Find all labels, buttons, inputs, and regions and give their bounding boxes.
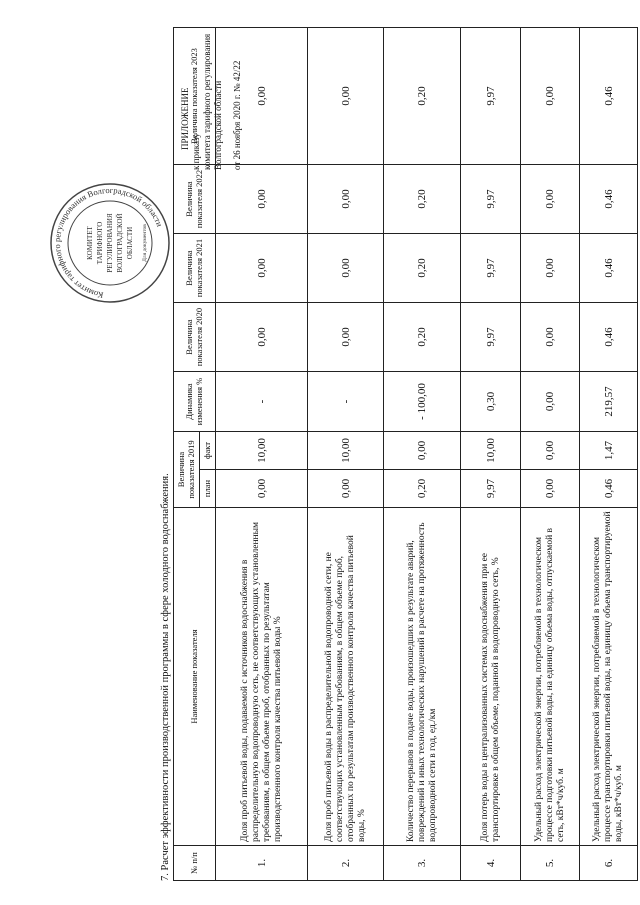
stamp-center-line: ВОЛГОГРАДСКОЙ — [116, 213, 124, 273]
col-header-plan: план — [200, 470, 216, 508]
stamp-center-line: КОМИТЕТ — [86, 226, 94, 260]
row-fact: 0,00 — [521, 432, 580, 470]
row-dynamics: - 100,00 — [384, 372, 461, 432]
row-dynamics: 219,57 — [580, 372, 638, 432]
row-dynamics: 0,00 — [521, 372, 580, 432]
table-row — [384, 28, 461, 881]
row-2020: 0,00 — [308, 303, 384, 372]
appendix-line-2: комитета тарифного регулирования — [202, 33, 212, 170]
row-plan: 0,00 — [521, 470, 580, 508]
stamp-ring-text: Комитет тарифного регулирования Волгоградской области — [51, 184, 165, 301]
row-2021: 9,97 — [461, 234, 521, 303]
table-row — [521, 28, 580, 881]
row-2022: 0,00 — [216, 165, 308, 234]
row-2022: 0,00 — [308, 165, 384, 234]
row-name: Количество перерывов в подаче воды, произошедших в результате аварий, повреждений и иных технологических нарушений в расчете на протяженность водопроводной сети в год, ед./км — [384, 508, 461, 846]
row-num: 4. — [461, 846, 521, 881]
row-num: 6. — [580, 846, 638, 881]
row-num: 1. — [216, 846, 308, 881]
row-2020: 0,00 — [521, 303, 580, 372]
row-2021: 0,00 — [308, 234, 384, 303]
row-2023: 0,00 — [521, 28, 580, 165]
col-header-name: Наименование показателя — [174, 508, 216, 846]
stamp-center-line: РЕГУЛИРОВАНИЯ — [106, 213, 114, 273]
row-num: 5. — [521, 846, 580, 881]
appendix-line-3: Волгоградской области — [213, 80, 223, 170]
row-name: Доля проб питьевой воды, подаваемой с источников водоснабжения в распределительную водопроводную сеть, не соответствующих установленным требованиям, в общем объеме проб, отобранных по результатам производственного контроля качества питьевой воды % — [216, 508, 308, 846]
row-2021: 0,00 — [216, 234, 308, 303]
row-num: 3. — [384, 846, 461, 881]
col-header-2020: Величина показателя 2020 — [174, 303, 216, 372]
row-fact: 10,00 — [216, 432, 308, 470]
col-header-2022: Величина показателя 2022 — [174, 165, 216, 234]
row-plan: 0,00 — [216, 470, 308, 508]
appendix-title: ПРИЛОЖЕНИЕ — [180, 87, 190, 150]
table-row — [580, 28, 638, 881]
table-row — [308, 28, 384, 881]
row-2021: 0,00 — [521, 234, 580, 303]
row-2020: 0,20 — [384, 303, 461, 372]
row-plan: 0,46 — [580, 470, 638, 508]
row-num: 2. — [308, 846, 384, 881]
table-row — [461, 28, 521, 881]
official-stamp — [48, 181, 172, 305]
row-2021: 0,46 — [580, 234, 638, 303]
row-plan: 0,20 — [384, 470, 461, 508]
row-2022: 0,20 — [384, 165, 461, 234]
row-2023: 0,00 — [216, 28, 308, 165]
row-2020: 0,00 — [216, 303, 308, 372]
row-2022: 0,46 — [580, 165, 638, 234]
row-name: Удельный расход электрической энергии, потребляемой в технологическом процессе подготовки питьевой воды, на единицу объема воды, отпускаемой в сеть, кВт*ч/куб. м — [521, 508, 580, 846]
row-name: Удельный расход электрической энергии, потребляемой в технологическом процессе транспортировки питьевой воды, на единицу объема транспортируемой воды, кВт*ч/куб. м — [580, 508, 638, 846]
row-dynamics: - — [216, 372, 308, 432]
col-header-2021: Величина показателя 2021 — [174, 234, 216, 303]
col-header-dynamics: Динамика изменения % — [174, 372, 216, 432]
stamp-center-line: ТАРИФНОГО — [96, 221, 104, 265]
row-fact: 1,47 — [580, 432, 638, 470]
row-2023: 9,97 — [461, 28, 521, 165]
appendix-line-1: к приказу — [191, 133, 201, 170]
stamp-center-line: ОБЛАСТИ — [126, 226, 134, 260]
appendix-line-4: от 26 ноября 2020 г. № 42/22 — [232, 60, 242, 170]
row-dynamics: - — [308, 372, 384, 432]
table-row — [216, 28, 308, 881]
row-2020: 9,97 — [461, 303, 521, 372]
row-dynamics: 0,30 — [461, 372, 521, 432]
row-plan: 0,00 — [308, 470, 384, 508]
row-2023: 0,20 — [384, 28, 461, 165]
row-fact: 10,00 — [308, 432, 384, 470]
row-2023: 0,46 — [580, 28, 638, 165]
col-header-2023: Величина показателя 2023 — [174, 28, 216, 165]
row-2022: 0,00 — [521, 165, 580, 234]
table-caption: 7. Расчет эффективности производственной программы в сфере холодного водоснабжения. — [160, 473, 171, 881]
row-2023: 0,00 — [308, 28, 384, 165]
row-fact: 0,00 — [384, 432, 461, 470]
row-fact: 10,00 — [461, 432, 521, 470]
row-name: Доля проб питьевой воды в распределительной водопроводной сети, не соответствующих установленным требованиям, в общем объеме проб, отобранных по результатам производственного контроля качества питьевой воды, % — [308, 508, 384, 846]
col-header-value-2019: Величина показателя 2019 — [174, 432, 200, 508]
stamp-bottom-text: Для документов — [142, 224, 148, 262]
row-name: Доля потерь воды в централизованных системах водоснабжения при ее транспортировке в общем объеме, поданной в водопроводную сеть, % — [461, 508, 521, 846]
col-header-fact: факт — [200, 432, 216, 470]
row-2020: 0,46 — [580, 303, 638, 372]
row-2022: 9,97 — [461, 165, 521, 234]
row-plan: 9,97 — [461, 470, 521, 508]
row-2021: 0,20 — [384, 234, 461, 303]
col-header-num: № п/п — [174, 846, 216, 881]
efficiency-table — [173, 27, 638, 881]
